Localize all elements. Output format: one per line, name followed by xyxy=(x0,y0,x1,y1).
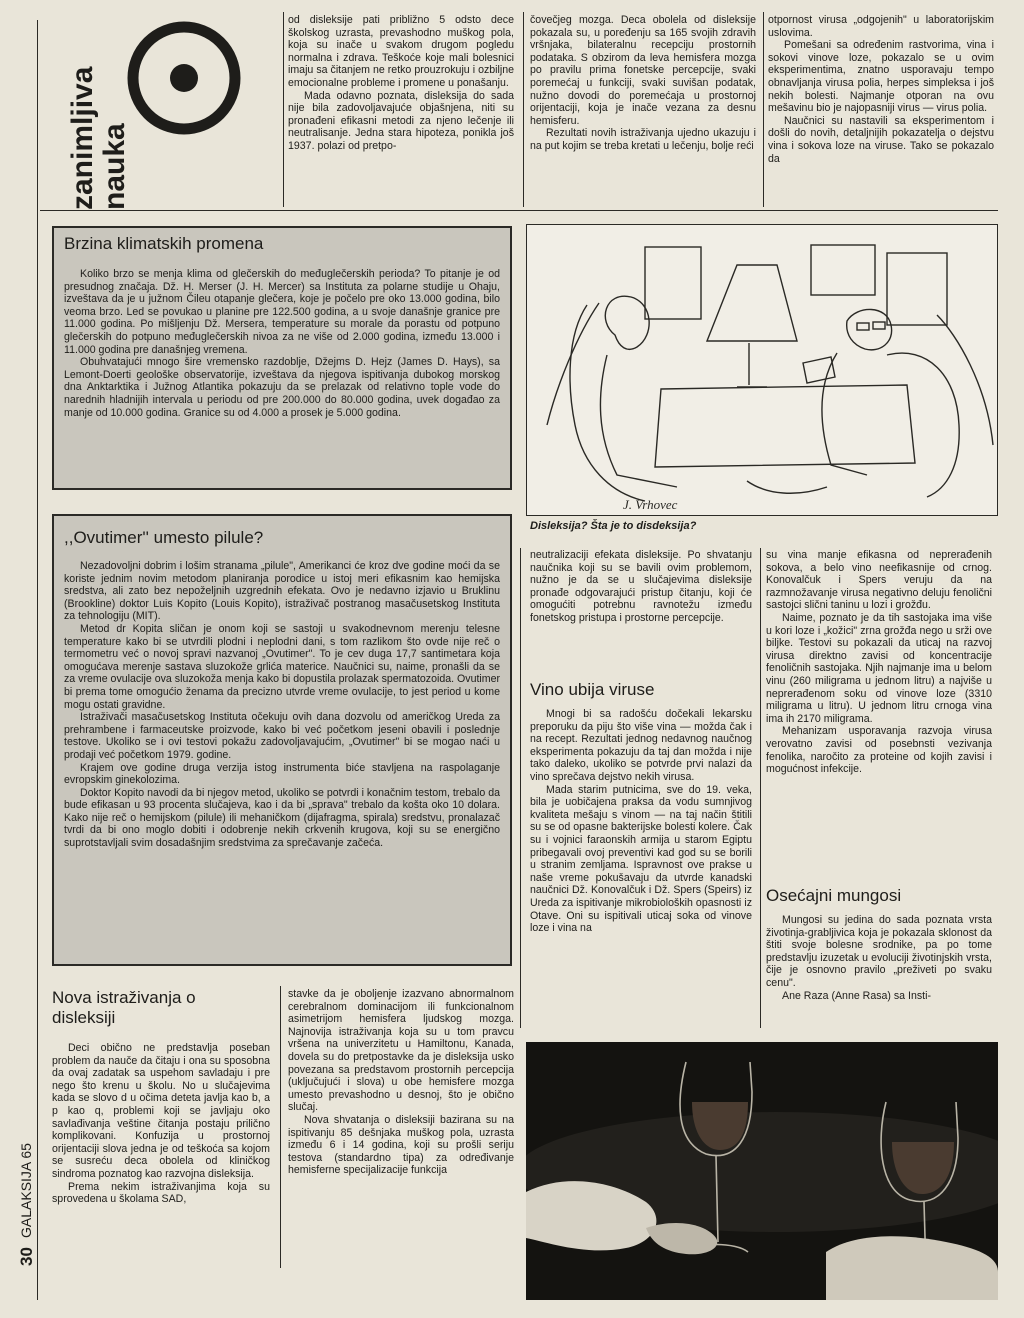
page-footer xyxy=(12,1120,38,1270)
climate-text xyxy=(54,268,510,419)
ovutimer-text xyxy=(54,560,510,850)
column-rule xyxy=(283,12,284,207)
paragraph: Mehanizam usporavanja razvoja virusa verovatno zavisi od posebnsti vezivanja fenolika, naročito za proteine od kojih zavisi i mogućnost infekcije. xyxy=(766,725,992,776)
paragraph: Nezadovoljni dobrim i lošim stranama „pilule", Amerikanci će kroz dve godine moći da se koriste jednim novim metodom planiranja porodice u istoj meri efikasnim kao hemijska sredstva, ali zato bez nepoželjnih uzgrednih efekata. Ovo je nedavno izjavio u Bruklinu (Brookline) doktor Luis Kopito (Louis Kopito), istraživač postranog masačusetskog Instituta za tehnologiju (MIT). xyxy=(64,560,500,623)
paragraph: Ane Raza (Anne Rasa) sa Insti- xyxy=(782,989,931,1002)
paragraph: Prema nekim istraživanjima koja su sprovedena u školama SAD, xyxy=(52,1180,270,1206)
paragraph: Krajem ove godine druga verzija istog instrumenta biće stavljena na raspolaganje evropskim ginekolozima. xyxy=(64,761,500,787)
top-column-1 xyxy=(288,14,514,208)
column-rule xyxy=(523,12,524,207)
ovutimer-box xyxy=(52,514,512,966)
wine-text xyxy=(530,708,752,1028)
paragraph: Mungosi su jedina do sada poznata vrsta životinja-grabljivica koja je pokazala sklonost da štiti svoje bolesne srodnike, pa po tome predstavlju izuzetak u evoluciji životinjskih vrsta, čije je osnovno pravilo „preživeti po svaku cenu". xyxy=(766,914,992,989)
logo-circle-icon xyxy=(126,20,242,136)
wine-photo-drawing xyxy=(526,1042,998,1300)
paragraph: Doktor Kopito navodi da bi njegov metod, ukoliko se potvrdi i konačnim testom, trebalo da bude efikasan u 93 procenta slučajeva, kao i da bi „sprava" trebalo da košta oko 10 dolara. Kako nije reč o hemijskom (pilule) ili mehaničkom (dijafragma, spirala) sredstvu, pronalazač tvrdi da bi ono moglo dobiti i odobrenje nekih crkvenih krugova, koji su se energično suprotstavljali svim dosadašnjim sredstvima za sprečavanje začeća. xyxy=(64,786,500,850)
paragraph: Istraživači masačusetskog Instituta očekuju ovih dana dozvolu od američkog Ureda za prehrambene i farmaceutske proizvode, kako bi već početkom jeseni obavili i poslednje testove. Ukoliko se i ovi testovi pokažu zadovoljavajućim, „Ovutimer" bi se mogao naći u prodaji već početkom 1979. godine. xyxy=(64,711,500,761)
dyslexia-cartoon xyxy=(526,224,998,516)
paragraph: Mada starim putnicima, sve do 19. veka, bila je uobičajena praksa da vodu sumnjivog kvaliteta mešaju s vinom — na taj način štitili su se od opasne bakterijske bolesti kolere. Čak su i vojnici faraonskih armija u starom Egiptu pribegavali ovoj preventivi kad god su se borili u stranim zemljama. Ispravnost ove prakse u naše vreme pokušavaju da utvrde kanadski naučnici Dž. Konovalčuk i Dž. Spers (Speirs) iz Ureda za ispitivanje mikrobioloških opasnosti iz Otave. Oni su ispitivali uticaj soka od vinove loze i vina na xyxy=(530,783,752,935)
paragraph: su vina manje efikasna od neprerađenih sokova, a belo vino neefikasnije od crnog. Konovalčuk i Spers veruju da na razmnožavanje virusa negativno deluju fenolični sastojci slični taninu u lozi i grožđu. xyxy=(766,549,992,612)
top-column-3 xyxy=(768,14,994,208)
mid-column-4 xyxy=(766,549,992,869)
logo-word-2: nauka xyxy=(98,123,131,210)
ovutimer-title: ,,Ovutimer'' umesto pilule? xyxy=(64,528,264,547)
page-footer-text xyxy=(12,1120,38,1270)
paragraph: neutralizaciji efekata disleksije. Po shvatanju naučnika koji su se bavili ovim problemom, nužno je da se u slučajevima disleksije pronađe odgovarajući pristup čitanju, koji će omogućiti potrebnu ravnotežu između fonetskog pristupa i prostorne percepcije. xyxy=(530,549,752,624)
climate-title: Brzina klimatskih promena xyxy=(64,234,264,253)
climate-box xyxy=(52,226,512,490)
paragraph: Obuhvatajući mnogo šire vremensko razdoblje, Džejms D. Hejz (James D. Hays), sa Lemont-Doerti geološke observatorije, izveštava da njegova ispitivanja dubokog morskog dna Anktarktika i Južnog Atlantika pokazuju da se prelazak od relativno tople vode do narednih hladnijih intervala u periodu od pre 200.000 do 80.000 godina, uvek događao za manje od 10.000 godina. Granice su od 4.000 a prosek je 5.000 godina. xyxy=(64,356,500,419)
mungos-text xyxy=(766,914,992,1030)
cartoon-drawing xyxy=(527,225,998,516)
mungos-title: Osećajni mungosi xyxy=(766,886,902,905)
logo-word-1: zanimljiva xyxy=(66,66,99,210)
paragraph: čovečjeg mozga. Deca obolela od disleksije pokazala su, u poređenju sa 165 svojih zdravih vršnjaka, bilateralnu recepciju prostornih podataka. S obzirom da leva hemisfera mozga po pravilu prima fonetske percepcije, svaki poremećaj u funkciji, svaki suvišan podatak, nužno dovodi do poremećaja u prostornoj orijentaciji, koja je inače vezana za desnu hemisferu. xyxy=(530,14,756,127)
paragraph: Naučnici su nastavili sa eksperimentom i došli do novih, detaljnijih pokazatelja o dejstvu vina i sokova loze na viruse. Tako se pokazalo da xyxy=(768,114,994,165)
dyslexia-column-2 xyxy=(288,988,514,1268)
wine-glasses-photo xyxy=(526,1042,998,1300)
magazine-name: GALAKSIJA 65 xyxy=(18,1143,34,1238)
paragraph: Naime, poznato je da tih sastojaka ima više u kori loze i „kožici" zrna grožđa nego u srži ove biljke. Testovi su pokazali da uticaj na razvoj virusa direktno zavisi od koncentracije fenoličnih sastojaka. Njih najmanje ima u belom vinu (260 miligrama u jednom litru) a najviše u neprerađenom soku od vinove loze (3310 miligrama u litru). U jednom litru crnoga vina ima ih 2170 miligrama. xyxy=(766,611,992,725)
paragraph: Rezultati novih istraživanja ujedno ukazuju i na put kojim se treba kretati u lečenju, bolje reći xyxy=(530,127,756,152)
column-rule xyxy=(763,12,764,207)
paragraph: stavke da je oboljenje izazvano abnormalnom cerebralnom dominacijom ili funkcionalnom asimetrijom hemisfera ljudskog mozga. Najnovija istraživanja koja su u tom pravcu vršena na univerzitetu u Hamiltonu, Kanada, dovela su do pretpostavke da je disleksija usko povezana sa predstavom prostornih percepcija (uključujući i slova) u obe hemisfere mozga umesto prevashodno u desnoj, što je obično slučaj. xyxy=(288,988,514,1114)
paragraph: Deci obično ne predstavlja poseban problem da nauče da čitaju i ona su sposobna da ovaj zadatak sa uspehom savladaju i pre nego što krenu u školu. No u slučajevima kada se slovo d u očima deteta javlja kao b, a p kao q, problemi koji se javljaju oko savlađivanja veštine čitanja postaju prilično komplikovani. Konfuzija u prostornoj orijentaciji slova jedna je od teškoća sa kojom se susreću deca obolela od kliničkog sindroma poznatog kao razvojna disleksija. xyxy=(52,1042,270,1180)
paragraph: Mada odavno poznata, disleksija do sada nije bila zadovoljavajuće objašnjena, niti su pronađeni efikasni metodi za njeno lečenje ili neutralisanje. Jedna stara hipoteza, ponikla još 1937. polazi od pretpo- xyxy=(288,89,514,152)
paragraph: od disleksije pati približno 5 odsto dece školskog uzrasta, prevashodno muškog pola, koja su inače u svakom drugom pogledu normalna i zdrava. Teškoće koje mali bolesnici imaju sa čitanjem ne retko prouzrokuju i ozbiljne emocionalne probleme i promene u ponašanju. xyxy=(288,14,514,89)
paragraph: Metod dr Kopita sličan je onom koji se sastoji u svakodnevnom merenju telesne temperature kako bi se utvrdili plodni i neplodni dani, s tom razlikom što ovde nije reč o termometru već o novoj spravi nazvanoj „Ovutimer". To je cev duga 17,7 santimetara koja omogućava merenje sastava sluzokože grlića materice. Naučnici su, naime, pronašli da se za vreme ovulacije ova sluzokoža menja kako bi dopustila prolazak spermatozoida. Ovutimer bi prema tome omogućio ženama da precizno utvrde vreme ovulacije, to jest period u kome mogu ostati gravidne. xyxy=(64,622,500,711)
margin-rule xyxy=(37,20,38,1300)
wine-title: Vino ubija viruse xyxy=(530,680,655,699)
paragraph: otpornost virusa „odgojenih" u laboratorijskim uslovima. xyxy=(768,14,994,39)
cartoon-signature: J. Vrhovec xyxy=(623,497,678,512)
paragraph: Mnogi bi sa radošću dočekali lekarsku preporuku da piju što više vina — možda čak i na recept. Rezultati jednog nedavnog naučnog eksperimenta pokazuju da taj dan možda i nije tako daleko, ukoliko se potvrde prvi nalazi da vino sprečava dejstvo nekih virusa. xyxy=(530,708,752,783)
dyslexia-title: Nova istraživanja o disleksiji xyxy=(52,988,196,1027)
paragraph: Koliko brzo se menja klima od glečerskih do međuglečerskih perioda? To pitanje je od presudnog značaja. Dž. H. Merser (J. H. Mercer) sa Instituta za polarne studije u Ohaju, izveštava da je u južnom Čileu otapanje glečera, koje je počelo pre oko 13.000 godina, bilo veoma brzo. Led se povukao u planine pre 122.500 godina, a u svoje današnje granice pre 11.000 godina. Po mišljenju Dž. Mersera, temperature su morale da porastu od potpuno glečerskih do potpuno međuglečerskih nivoa za ne više od 2.000 godina, između 13.000 i 11.000 godina pre današnjeg vremena. xyxy=(64,268,500,356)
horizontal-rule xyxy=(40,210,998,211)
paragraph: Pomešani sa određenim rastvorima, vina i sokovi vinove loze, pokazalo se u ovim eksperimentima, znatno usporavaju tempo obnavljanja virusa polia, herpes simpleksa i još nekih bolesti. Najmanje otporan na ovu mešavinu bio je najopasniji virus — virus polia. xyxy=(768,39,994,115)
column-rule xyxy=(760,548,761,1028)
cartoon-caption: Disleksija? Šta je to disdeksija? xyxy=(530,520,697,532)
dyslexia-column-1 xyxy=(52,1042,270,1268)
top-column-2 xyxy=(530,14,756,208)
column-rule xyxy=(520,548,521,1028)
page-number: 30 xyxy=(17,1247,36,1266)
paragraph: Nova shvatanja o disleksiji bazirana su na ispitivanju 85 dešnjaka muškog pola, uzrasta između 6 i 14 godina, koji su prošli seriju testova (standardno tipa) za određivanje hemisferne specijalizacije funkcija xyxy=(288,1113,514,1177)
mid-column-3 xyxy=(530,549,752,679)
column-rule xyxy=(280,986,281,1268)
